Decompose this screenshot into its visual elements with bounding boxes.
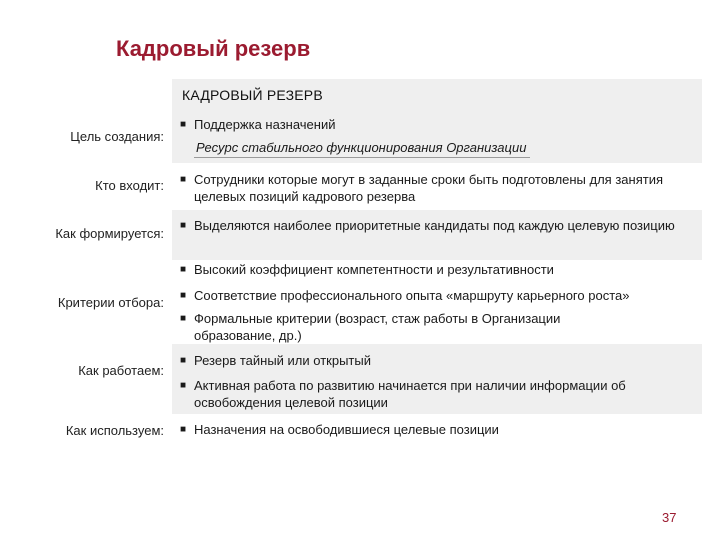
list-item <box>180 261 680 278</box>
list-item <box>180 287 680 304</box>
slide-title: Кадровый резерв <box>116 36 311 61</box>
bullet-text: Выделяются наиболее приоритетные кандидаты под каждую целевую позицию <box>194 218 675 233</box>
bullet-text: Назначения на освободившиеся целевые позиции <box>194 422 499 437</box>
row-label-usage: Как используем: <box>65 423 164 438</box>
list-item <box>180 116 680 133</box>
row-label-criteria: Критерии отбора: <box>57 295 164 310</box>
row-label-purpose: Цель создания: <box>70 129 164 144</box>
bullet-text: Сотрудники которые могут в заданные сроки быть подготовлены для занятия целевых позиций кадрового резерва <box>194 172 664 204</box>
list-item <box>180 171 680 205</box>
bullet-icon: ■ <box>180 220 187 231</box>
bullet-icon: ■ <box>180 119 187 130</box>
bullet-icon: ■ <box>180 174 187 185</box>
bullet-icon: ■ <box>180 264 187 275</box>
table-header-label: КАДРОВЫЙ РЕЗЕРВ <box>182 87 323 103</box>
bullet-text: Соответствие профессионального опыта «маршруту карьерного роста» <box>194 288 630 303</box>
purpose-note: Ресурс стабильного функционирования Организации <box>196 140 526 155</box>
bullet-text: Поддержка назначений <box>194 117 336 132</box>
bullet-icon: ■ <box>180 380 187 391</box>
row-label-work: Как работаем: <box>78 363 164 378</box>
bullet-text: Высокий коэффициент компетентности и результативности <box>194 262 554 277</box>
bullet-icon: ■ <box>180 424 187 435</box>
list-item <box>180 377 680 411</box>
page-number: 37 <box>662 510 677 525</box>
bullet-text: Резерв тайный или открытый <box>194 353 371 368</box>
bullet-icon: ■ <box>180 313 187 324</box>
list-item <box>180 352 680 369</box>
row-label-members: Кто входит: <box>95 178 164 193</box>
bullet-text: Активная работа по развитию начинается при наличии информации об освобождения целевой позиции <box>194 378 626 410</box>
list-item <box>180 217 680 234</box>
list-item <box>180 310 580 344</box>
row-label-formation: Как формируется: <box>55 226 164 241</box>
list-item <box>180 421 680 438</box>
bullet-text: Формальные критерии (возраст, стаж работы в Организации образование, др.) <box>194 311 561 343</box>
bullet-icon: ■ <box>180 355 187 366</box>
table-header <box>172 79 702 111</box>
bullet-icon: ■ <box>180 290 187 301</box>
